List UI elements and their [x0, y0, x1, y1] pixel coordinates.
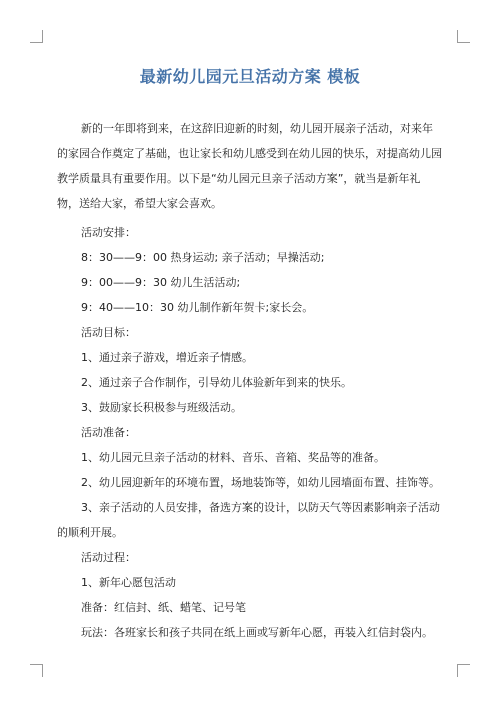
- prep-item: 1、幼儿园元旦亲子活动的材料、音乐、音箱、奖品等的准备。: [81, 451, 385, 464]
- page-corner-mark-top-left: [30, 30, 43, 43]
- page-corner-mark-top-right: [457, 30, 470, 43]
- schedule-heading: 活动安排：: [81, 226, 136, 239]
- prep-item: 2、幼儿园迎新年的环境布置，场地装饰等，如幼儿园墙面布置、挂饰等。: [81, 476, 440, 489]
- schedule-item: 9：40——10：30 幼儿制作新年贺卡;家长会。: [81, 301, 314, 314]
- intro-paragraph: 新的一年即将到来，在这辞旧迎新的时刻，幼儿园开展亲子活动，对来年的家园合作奠定了基础，也让家长和幼儿感受到在幼儿园的快乐，对提高幼儿园教学质量具有重要作用。以下是“幼儿园元旦亲子活动方案”，就当是新年礼物，送给大家，希望大家会喜欢。: [57, 122, 442, 210]
- process-heading: 活动过程：: [81, 551, 136, 564]
- process-item: 准备：红信封、纸、蜡笔、记号笔: [81, 601, 246, 614]
- process-item: 玩法：各班家长和孩子共同在纸上画或写新年心愿，再装入红信封袋内。: [81, 626, 433, 639]
- document-title: 最新幼儿园元旦活动方案 模板: [139, 67, 361, 86]
- prep-heading: 活动准备：: [81, 426, 136, 439]
- goals-heading: 活动目标：: [81, 326, 136, 339]
- document-body: [57, 116, 442, 645]
- goal-item: 3、鼓励家长积极参与班级活动。: [81, 401, 242, 414]
- prep-item: 3、亲子活动的人员安排，备选方案的设计，以防天气等因素影响亲子活动的顺利开展。: [57, 501, 440, 539]
- page-corner-mark-bottom-right: [457, 664, 470, 677]
- goal-item: 1、通过亲子游戏，增近亲子情感。: [81, 351, 253, 364]
- goal-item: 2、通过亲子合作制作，引导幼儿体验新年到来的快乐。: [81, 376, 352, 389]
- schedule-item: 9：00——9：30 幼儿生活活动;: [81, 276, 241, 289]
- page-corner-mark-bottom-left: [30, 664, 43, 677]
- process-item: 1、新年心愿包活动: [81, 576, 176, 589]
- schedule-item: 8：30——9：00 热身运动; 亲子活动；早操活动;: [81, 251, 325, 264]
